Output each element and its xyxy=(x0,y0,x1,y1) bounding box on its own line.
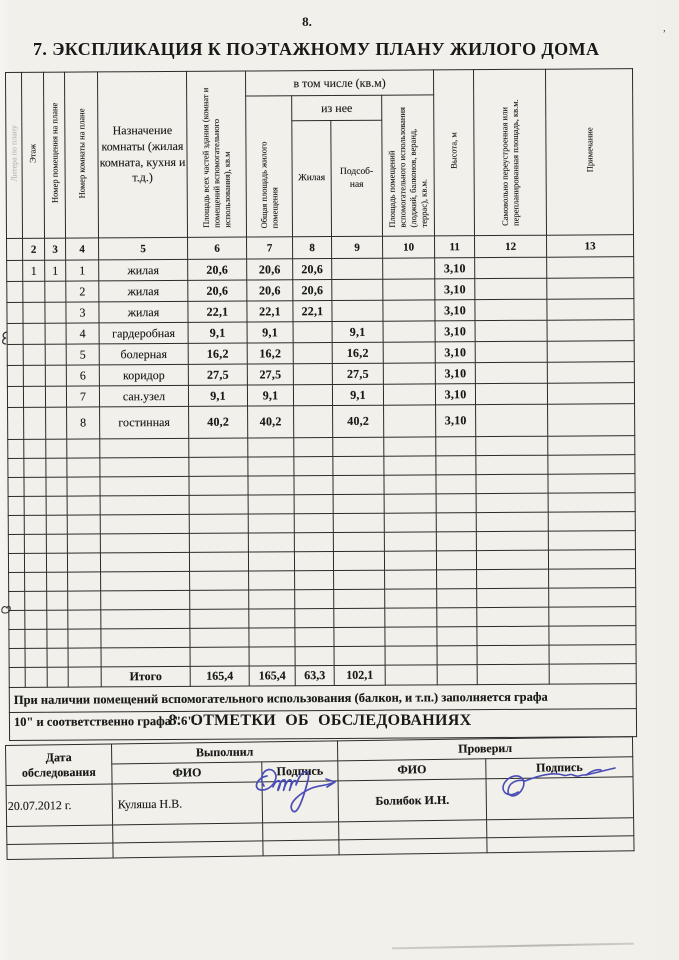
living-cell: 20,6 xyxy=(293,259,332,280)
section7-title: 7. ЭКСПЛИКАЦИЯ К ПОЭТАЖНОМУ ПЛАНУ ЖИЛОГО ДОМА xyxy=(33,39,600,59)
performer-signature-header: Подпись xyxy=(262,761,338,782)
total-living-total: 165,4 xyxy=(249,666,295,686)
room-cell: 1 xyxy=(66,260,99,281)
header-living: Жилая xyxy=(292,121,332,237)
header-living-total: Общая площадь жилого помещения xyxy=(246,96,293,237)
performer-name: Куляша Н.В. xyxy=(112,782,263,825)
footnote-line1: При наличии помещений вспомогательного использования (балкон, и т.п.) заполняется графа xyxy=(9,684,636,713)
aux-use-cell xyxy=(383,258,435,279)
note-cell xyxy=(547,257,634,279)
header-group-of-it: из нее xyxy=(292,95,382,121)
ink-artifact: , xyxy=(663,22,666,34)
checker-name: Болибок И.Н. xyxy=(338,779,487,822)
exploitation-row: 4 гардеробная 9,1 9,1 9,1 3,10 xyxy=(7,320,634,345)
header-unit-number: Номер помещения на плане xyxy=(44,72,66,238)
total-area: 165,4 xyxy=(190,666,249,686)
header-height: Высота, м xyxy=(434,70,475,236)
header-floor: Этаж xyxy=(22,72,45,238)
exploitation-table xyxy=(5,68,637,741)
header-group-including: в том числе (кв.м) xyxy=(245,70,433,96)
checker-signature-ink xyxy=(494,760,624,808)
exploitation-row: 6 коридор 27,5 27,5 27,5 3,10 xyxy=(7,362,634,387)
auxiliary-cell xyxy=(332,258,383,279)
footnote-line2: 10" и соответственно графа "6". xyxy=(9,709,636,741)
exploitation-row: 2 жилая 20,6 20,6 20,6 3,10 xyxy=(7,278,634,303)
exploitation-row: 7 сан.узел 9,1 9,1 9,1 3,10 xyxy=(7,383,634,408)
column-number-row: 2 3 4 5 6 7 8 9 10 11 12 13 xyxy=(7,235,634,261)
area-total-cell: 20,6 xyxy=(188,259,247,280)
exploitation-row: 3 жилая 22,1 22,1 22,1 3,10 xyxy=(7,299,634,324)
exploitation-row: 5 болерная 16,2 16,2 16,2 3,10 xyxy=(7,341,634,366)
header-litera: Литера по плану xyxy=(6,72,23,238)
header-total-area: Площадь всех частей здания (комнат и помещений вспомогательного использования), кв.м xyxy=(186,71,246,237)
floor-cell: 1 xyxy=(23,260,45,281)
exploitation-row: 8 гостинная 40,2 40,2 40,2 3,10 xyxy=(8,404,635,440)
ink-artifact xyxy=(0,330,10,346)
survey-date-header: Дата обследования xyxy=(6,744,113,785)
header-room-number: Номер комнаты на плане xyxy=(65,72,99,238)
living-total-cell: 20,6 xyxy=(247,259,293,280)
performer-signature-ink xyxy=(248,756,360,828)
unauthorized-cell xyxy=(475,257,547,278)
survey-date: 20.07.2012 г. xyxy=(6,784,113,826)
total-label: Итого xyxy=(101,666,190,687)
unit-cell: 1 xyxy=(45,260,66,281)
checker-fio-header: ФИО xyxy=(338,759,486,781)
total-living: 63,3 xyxy=(295,666,334,686)
checker-signature-header: Подпись xyxy=(486,757,633,779)
height-cell: 3,10 xyxy=(435,258,475,279)
performer-fio-header: ФИО xyxy=(112,762,262,784)
footnote-row xyxy=(9,684,636,713)
checked-header: Проверил xyxy=(337,737,632,761)
header-aux-use: Площадь помещений вспомогательного использования (лоджий, балконов, веранд, террас), кв.м. xyxy=(382,95,435,236)
header-unauthorized: Самовольно переустроенная или перепланированная площадь, кв.м. xyxy=(474,69,547,235)
performed-header: Выполнил xyxy=(111,741,337,764)
header-note: Примечание xyxy=(546,69,634,236)
header-auxiliary: Подсоб- ная xyxy=(331,120,383,236)
scan-line-artifact xyxy=(392,943,634,950)
purpose-cell: жилая xyxy=(99,259,188,281)
total-auxiliary: 102,1 xyxy=(334,665,385,685)
ink-artifact xyxy=(0,602,12,616)
page-number: 8. xyxy=(302,14,312,29)
section8-title: 8. ОТМЕТКИ ОБ ОБСЛЕДОВАНИЯХ xyxy=(168,712,472,729)
exploitation-table-wrap xyxy=(5,68,637,741)
header-purpose: Назначение комнаты (жилая комната, кухня и т.д.) xyxy=(98,71,188,238)
